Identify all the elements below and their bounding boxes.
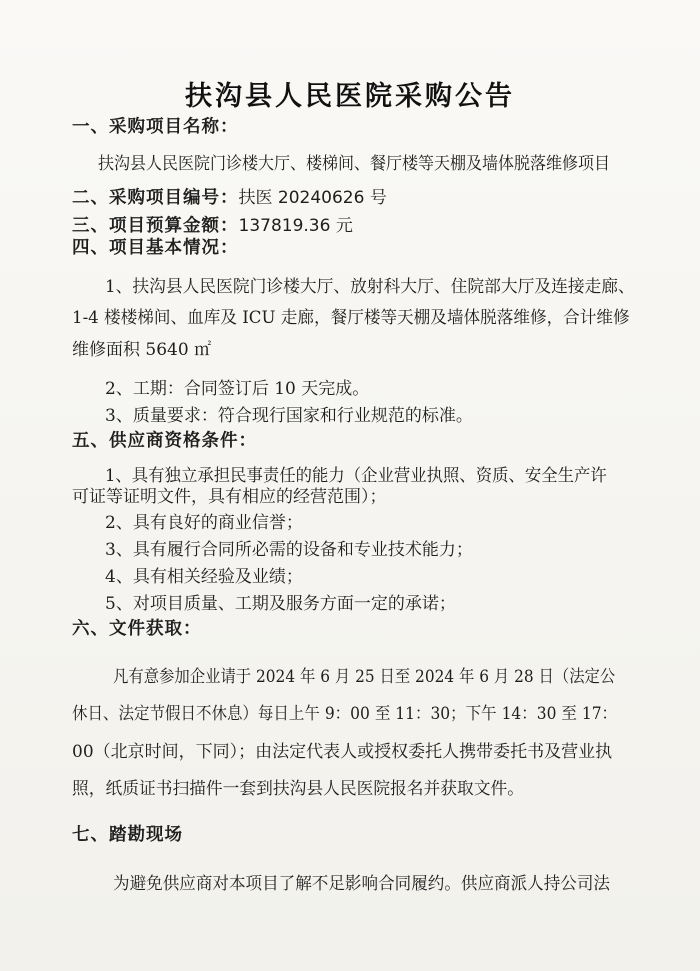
qualification-2: 2、具有良好的商业信誉； (105, 513, 303, 533)
section-7-heading: 七、踏勘现场 (72, 825, 183, 845)
budget-amount: 137819.36 元 (238, 216, 353, 236)
section-6-heading: 六、文件获取： (72, 619, 202, 639)
file-acquisition-line-3: 00（北京时间，下同）；由法定代表人或授权委托人携带委托书及营业执 (72, 742, 613, 762)
scope-line-2: 1-4 楼楼梯间、血库及 ICU 走廊，餐厅楼等天棚及墙体脱落维修，合计维修 (72, 308, 630, 328)
project-number: 扶医 20240626 号 (238, 188, 387, 208)
qualification-4: 4、具有相关经验及业绩； (105, 567, 303, 587)
document-title: 扶沟县人民医院采购公告 (185, 81, 515, 112)
section-3-row (72, 215, 353, 237)
quality-requirement: 3、质量要求：符合现行国家和行业规范的标准。 (105, 406, 473, 426)
section-1-heading: 一、采购项目名称： (72, 117, 239, 137)
qualification-1-line-1: 1、具有独立承担民事责任的能力（企业营业执照、资质、安全生产许 (105, 466, 607, 486)
scope-line-3: 维修面积 5640 ㎡ (72, 340, 212, 360)
scope-line-1: 1、扶沟县人民医院门诊楼大厅、放射科大厅、住院部大厅及连接走廊、 (105, 277, 635, 297)
section-3-heading: 三、项目预算金额： (72, 216, 239, 236)
project-name: 扶沟县人民医院门诊楼大厅、楼梯间、餐厅楼等天棚及墙体脱落维修项目 (98, 154, 611, 174)
section-2-row (72, 187, 387, 209)
qualification-1-line-2: 可证等证明文件，具有相应的经营范围）； (72, 487, 387, 507)
work-period: 2、工期：合同签订后 10 天完成。 (105, 379, 370, 399)
qualification-3: 3、具有履行合同所必需的设备和专业技术能力； (105, 540, 473, 560)
section-2-heading: 二、采购项目编号： (72, 188, 239, 208)
section-4-heading: 四、项目基本情况： (72, 238, 239, 258)
qualification-5: 5、对项目质量、工期及服务方面一定的承诺； (105, 594, 456, 614)
file-acquisition-line-1: 凡有意参加企业请于 2024 年 6 月 25 日至 2024 年 6 月 28 日（法定公 (113, 667, 616, 687)
site-inspection-line-1: 为避免供应商对本项目了解不足影响合同履约。供应商派人持公司法 (113, 874, 610, 894)
file-acquisition-line-4: 照，纸质证书扫描件一套到扶沟县人民医院报名并获取文件。 (72, 779, 524, 799)
file-acquisition-line-2: 休日、法定节假日不休息）每日上午 9：00 至 11：30；下午 14：30 至 17： (72, 704, 618, 724)
section-5-heading: 五、供应商资格条件： (72, 431, 257, 451)
